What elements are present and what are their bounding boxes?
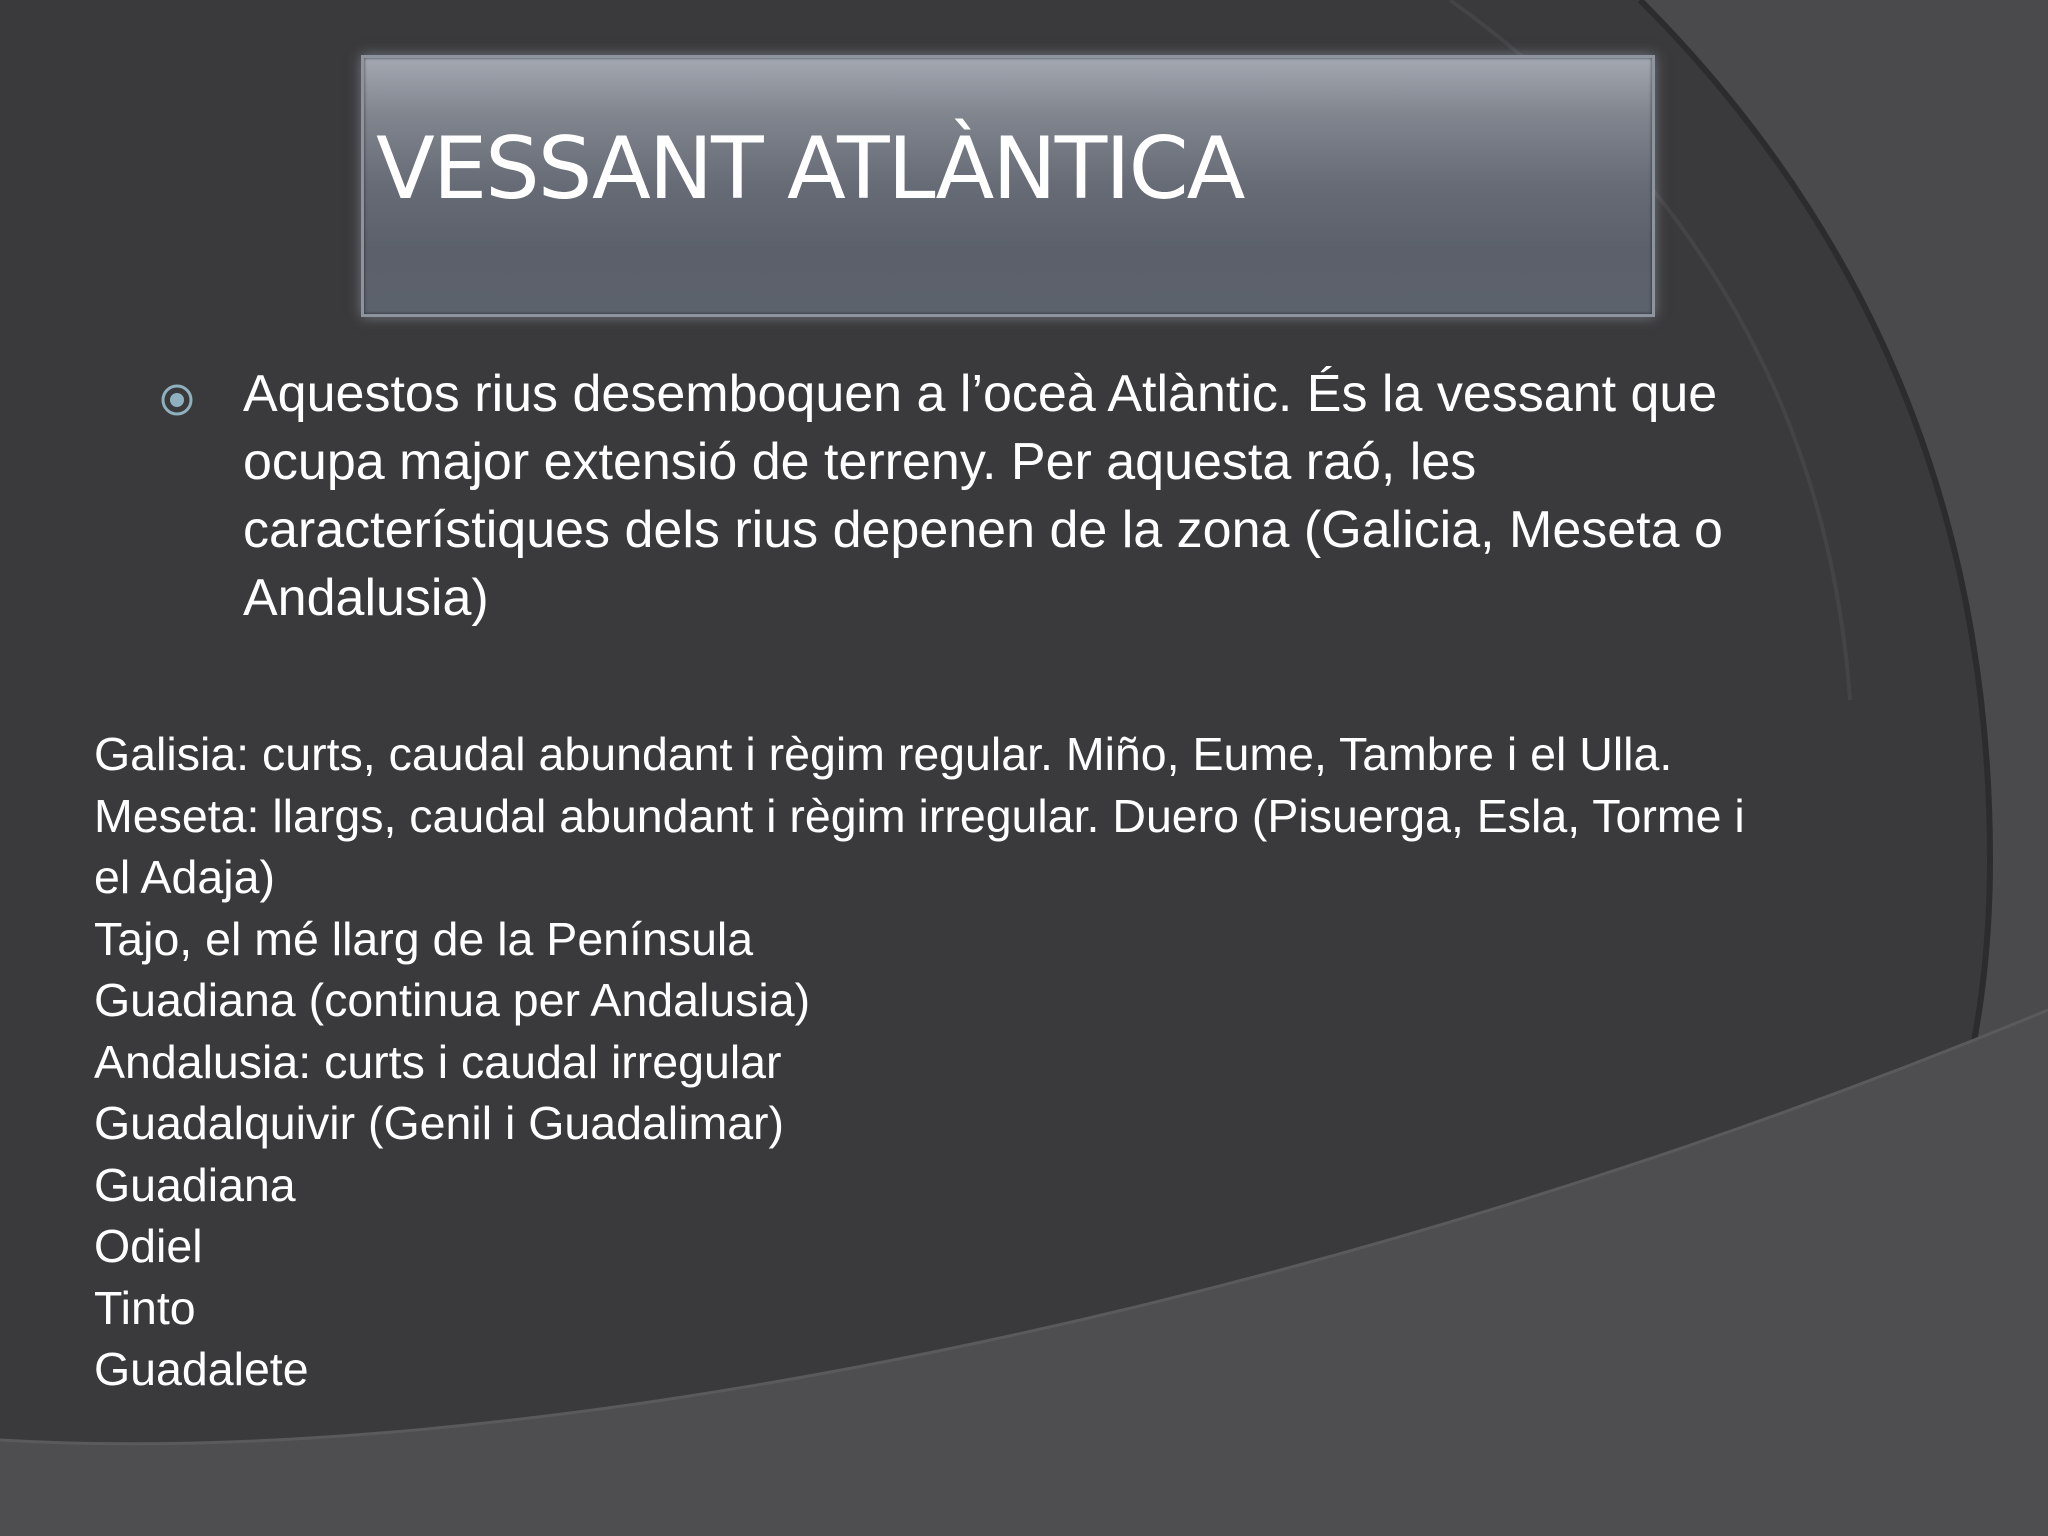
list-item: Tinto — [94, 1281, 196, 1334]
circled-dot-icon — [157, 380, 197, 420]
title-box — [361, 55, 1655, 317]
list-item: Galisia: curts, caudal abundant i règim regular. Miño, Eume, Tambre i el Ulla. — [94, 728, 1673, 780]
river-list — [94, 724, 1754, 1401]
list-item: Meseta: llargs, caudal abundant i règim irregular. Duero (Pisuerga, Esla, Torme i el Adaja) — [94, 789, 1745, 903]
list-item: Guadiana — [94, 1158, 296, 1211]
slide-title: VESSANT ATLÀNTICA — [376, 119, 1244, 219]
list-item: Odiel — [94, 1220, 203, 1272]
list-item: Guadalquivir (Genil i Guadalimar) — [94, 1097, 785, 1149]
list-item: Tajo, el mé llarg de la Península — [94, 912, 754, 965]
list-item: Guadalete — [94, 1343, 309, 1395]
bullet-paragraph: Aquestos rius desemboquen a l’oceà Atlàntic. És la vessant que ocupa major extensió de terreny. Per aquesta raó, les característiques dels rius depenen de la zona (Galicia, Meseta o Andalusia) — [243, 365, 1723, 627]
list-item: Andalusia: curts i caudal irregular — [94, 1035, 782, 1088]
list-item: Guadiana (continua per Andalusia) — [94, 974, 811, 1026]
